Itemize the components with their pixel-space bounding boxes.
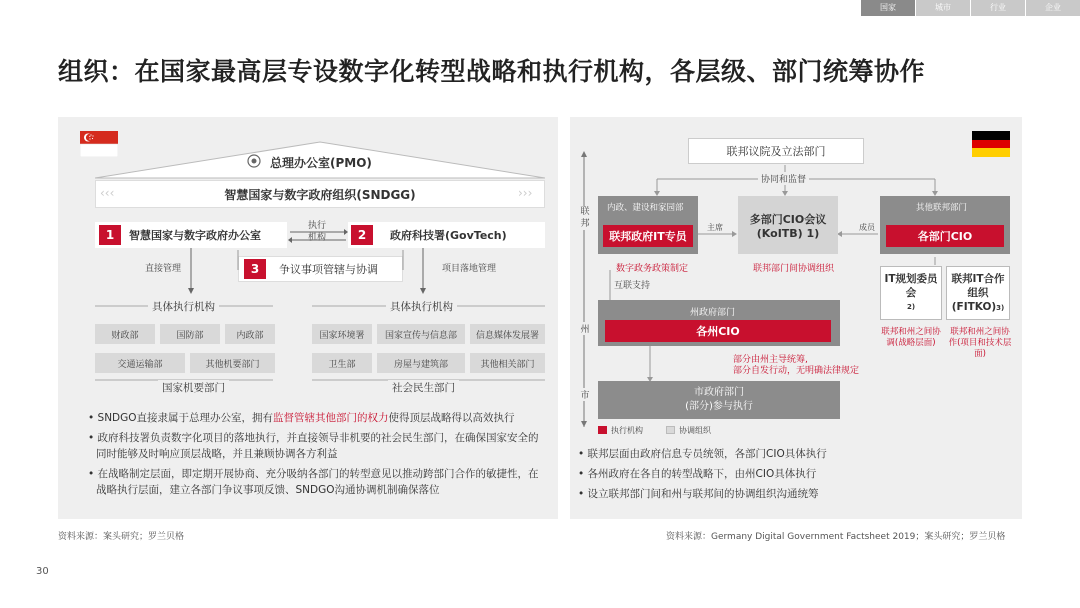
de-bullet-2: • 各州政府在各自的转型战略下，由州CIO具体执行: [578, 468, 817, 480]
interior-note: 数字政务政策制定: [616, 264, 689, 274]
legend-exec-swatch: [598, 426, 607, 434]
state-cio-label: 各州CIO: [696, 325, 740, 338]
dept-cio-box: [886, 225, 1004, 247]
top-nav: [860, 0, 1080, 16]
kolb-title: 多部门CIO会议: [749, 212, 827, 226]
tab-enterprise[interactable]: 企业: [1026, 0, 1080, 16]
city-sub: (部分)参与执行: [685, 401, 753, 412]
dept-transport: 交通运输部: [95, 353, 185, 373]
dept-health: 卫生部: [312, 353, 372, 373]
sndgg-bar: [95, 180, 545, 208]
de-bullet-1: • 联邦层面由政府信息专员统领，各部门CIO具体执行: [578, 448, 827, 460]
federal-cio-label: 联邦政府IT专员: [609, 230, 687, 243]
kolb-box: [738, 196, 838, 254]
number-badge-2: 2: [351, 225, 373, 245]
support-label: 互联支持: [614, 281, 651, 291]
sndgo-office-box: [95, 222, 287, 248]
govtech-label: 政府科技署(GovTech): [390, 229, 507, 242]
right-chevrons: ›››: [518, 186, 533, 200]
state-title: 州政府部门: [690, 308, 736, 318]
right-group-head: 具体执行机构: [386, 299, 457, 314]
number-badge-1: 1: [99, 225, 121, 245]
page-number: 30: [36, 566, 49, 577]
left-chevrons: ‹‹‹: [100, 186, 115, 200]
dept-info: 国家宣传与信息部: [377, 324, 465, 344]
left-group-foot: 国家机要部门: [158, 380, 229, 395]
de-bullet-3: • 设立联邦部门间和州与联邦间的协调组织沟通统筹: [578, 488, 819, 500]
dept-other-key: 其他机要部门: [190, 353, 275, 373]
sg-bullet-2: • 政府科技署负责数字化项目的落地执行，并直接领导非机要的社会民生部门，在确保国家安全的同时能够及时响应顶层战略，并且兼顾协调各方利益: [88, 432, 539, 460]
exec-arrows: [288, 228, 348, 244]
level-state: 州: [577, 322, 593, 335]
parliament-label: 联邦议院及立法部门: [726, 145, 826, 158]
right-group-foot: 社会民生部门: [388, 380, 459, 395]
dept-cio-label: 各部门CIO: [917, 230, 973, 243]
interior-title: 内政、建设和家园部: [607, 203, 684, 213]
sg-bullet-3: • 在战略制定层面，即定期开展协商、充分吸纳各部门的转型意见以推动跨部门合作的敏捷性，在战略执行层面，建立各部门争议事项反馈、SNDGO沟通协调机制确保落位: [88, 468, 539, 496]
fitko-note: 联邦和州之间协作(项目和技术层面): [948, 327, 1012, 359]
exec-label: 执行 机构: [308, 221, 327, 243]
it-council-note: 联邦和州之间协调(战略层面): [881, 327, 941, 348]
kolb-note: 联邦部门间协调组织: [753, 264, 835, 274]
it-council-label: IT规划委员会: [884, 273, 938, 299]
lion-icon: [246, 153, 262, 169]
dispute-label: 争议事项管辖与协调: [279, 263, 378, 276]
tab-industry[interactable]: 行业: [971, 0, 1025, 16]
govtech-box: [348, 222, 545, 248]
dept-environment: 国家环境署: [312, 324, 372, 344]
dept-defense: 国防部: [160, 324, 220, 344]
federal-cio-box: [603, 225, 693, 247]
number-badge-3: 3: [244, 259, 266, 279]
state-cio-box: [605, 320, 831, 342]
dept-housing: 房屋与建筑部: [377, 353, 465, 373]
level-city: 市: [577, 388, 593, 401]
dept-home: 内政部: [225, 324, 275, 344]
pmo-label: 总理办公室(PMO): [270, 156, 372, 170]
sndgo-office-label: 智慧国家与数字政府办公室: [129, 229, 261, 242]
city-title: 市政府部门: [694, 387, 744, 398]
city-gov-box: [598, 381, 840, 419]
tab-country[interactable]: 国家: [861, 0, 915, 16]
other-federal-title: 其他联邦部门: [916, 203, 968, 213]
fitko-sub: (FITKO): [951, 300, 997, 313]
it-council-sup: 2): [906, 303, 916, 311]
legend-coord-label: 协调组织: [679, 426, 711, 435]
fitko-sup: 3): [996, 303, 1005, 312]
dept-other-related: 其他相关部门: [470, 353, 545, 373]
fitko-label: 联邦IT合作组织: [951, 272, 1005, 299]
supervise-label: 协同和监督: [758, 172, 809, 185]
state-note-1: 部分由州主导统筹,: [733, 355, 808, 365]
state-note-2: 部分自发行动，无明确法律规定: [733, 366, 860, 376]
fitko-box: [946, 266, 1010, 320]
tab-city[interactable]: 城市: [916, 0, 970, 16]
sg-bullet-1: • SNDGO直接隶属于总理办公室，拥有监督管辖其他部门的权力使得顶层战略得以高效执行: [88, 412, 515, 424]
kolb-sub: (KoITB) 1): [756, 226, 820, 240]
left-group-head: 具体执行机构: [148, 299, 219, 314]
legend-coord-swatch: [666, 426, 675, 434]
legend-exec-label: 执行机构: [611, 426, 643, 435]
project-manage-label: 项目落地管理: [442, 264, 497, 274]
dept-finance: 财政部: [95, 324, 155, 344]
page-title: 组织：在国家最高层专设数字化转型战略和执行机构，各层级、部门统筹协作: [58, 57, 926, 86]
dept-media: 信息媒体发展署: [470, 324, 545, 344]
level-federal: 联邦: [577, 206, 593, 230]
lead-label: 主席: [707, 223, 723, 232]
de-source: 资料来源：Germany Digital Government Factsheet 2019；案头研究；罗兰贝格: [666, 532, 1006, 542]
direct-manage-label: 直接管理: [145, 264, 182, 274]
sg-source: 资料来源：案头研究；罗兰贝格: [58, 532, 185, 542]
sndgg-label: 智慧国家与数字政府组织(SNDGG): [224, 187, 416, 202]
member-label: 成员: [859, 223, 875, 232]
it-council-box: [880, 266, 942, 320]
